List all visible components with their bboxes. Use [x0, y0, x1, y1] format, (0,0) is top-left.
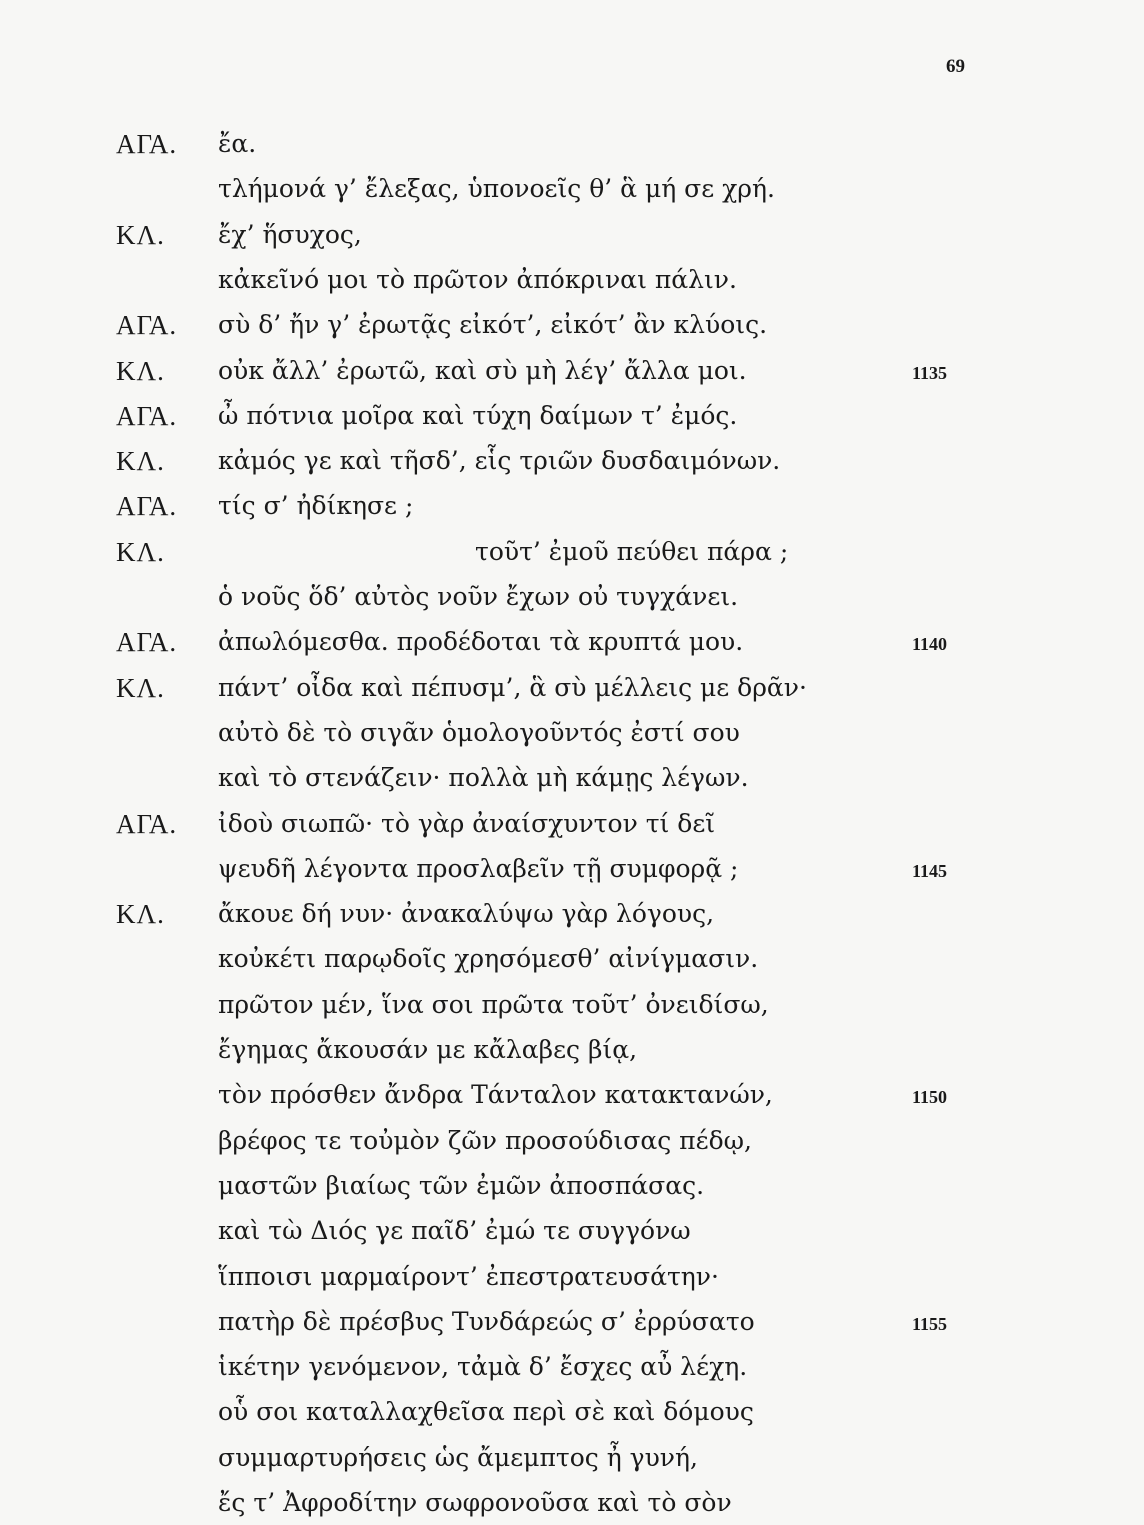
verse-line — [0, 1119, 1144, 1163]
speaker-label: ΑΓΑ. — [116, 491, 178, 522]
speaker-label: ΑΓΑ. — [116, 808, 178, 839]
speaker-label: ΚΛ. — [116, 446, 165, 477]
verse-line — [0, 711, 1144, 755]
verse-text: βρέφος τε τοὐμὸν ζῶν προσούδισας πέδῳ, — [218, 1125, 752, 1155]
verse-line — [0, 1436, 1144, 1480]
speaker-label: ΚΛ. — [116, 672, 165, 703]
verse-line — [0, 1028, 1144, 1072]
verse-line — [0, 258, 1144, 302]
verse-line — [0, 802, 1144, 846]
verse-text: ἔς τ’ Ἀφροδίτην σωφρονοῦσα καὶ τὸ σὸν — [218, 1488, 732, 1517]
verse-line — [0, 1390, 1144, 1434]
speaker-label: ΚΛ. — [116, 355, 165, 386]
speaker-label: ΑΓΑ. — [116, 129, 178, 159]
verse-line — [0, 439, 1144, 483]
speaker-label: ΑΓΑ. — [116, 400, 178, 431]
verse-text: κοὐκέτι παρῳδοῖς χρησόμεσθ’ αἰνίγμασιν. — [218, 944, 759, 974]
verse-text: ψευδῆ λέγοντα προσλαβεῖν τῇ συμφορᾷ ; — [218, 853, 739, 883]
verse-text: οὗ σοι καταλλαχθεῖσα περὶ σὲ καὶ δόμους — [218, 1397, 754, 1427]
verse-line — [0, 213, 1144, 257]
verse-text: ἔγημας ἄκουσάν με κἄλαβες βίᾳ, — [218, 1035, 638, 1064]
verse-text: ἀπωλόμεσθα. προδέδοται τὰ κρυπτά μου. — [218, 627, 744, 657]
verse-text: ἔχ’ ἥσυχος, — [218, 219, 362, 249]
verse-text: πρῶτον μέν, ἵνα σοι πρῶτα τοῦτ’ ὀνειδίσω, — [218, 989, 769, 1019]
verse-line — [0, 167, 1144, 211]
speaker-label: ΚΛ. — [116, 219, 165, 250]
verse-line — [0, 983, 1144, 1027]
verse-line — [0, 756, 1144, 800]
verse-text: τίς σ’ ἠδίκησε ; — [218, 491, 414, 521]
line-number: 1145 — [912, 860, 948, 881]
verse-text: ἱκέτην γενόμενον, τἀμὰ δ’ ἔσχες αὖ λέχη. — [218, 1352, 748, 1382]
verse-line — [0, 620, 1144, 664]
verse-text: τοῦτ’ ἐμοῦ πεύθει πάρα ; — [475, 536, 789, 566]
verse-text: ἰδοὺ σιωπῶ· τὸ γὰρ ἀναίσχυντον τί δεῖ — [218, 808, 716, 838]
verse-line — [0, 484, 1144, 528]
verse-line — [0, 122, 1144, 166]
verse-text: τλήμονά γ’ ἔλεξας, ὑπονοεῖς θ’ ἃ μή σε χρή. — [218, 174, 775, 204]
verse-text: κἀκεῖνό μοι τὸ πρῶτον ἀπόκριναι πάλιν. — [218, 264, 737, 294]
verse-line — [0, 847, 1144, 891]
verse-text: σὺ δ’ ἤν γ’ ἐρωτᾷς εἰκότ’, εἰκότ’ ἂν κλύοις. — [218, 310, 768, 340]
verse-text: συμμαρτυρήσεις ὡς ἄμεμπτος ἦ γυνή, — [218, 1442, 698, 1472]
verse-line — [0, 1255, 1144, 1299]
verse-line — [0, 575, 1144, 619]
line-number: 1140 — [912, 634, 948, 655]
verse-text: ἵπποισι μαρμαίροντ’ ἐπεστρατευσάτην· — [218, 1261, 719, 1291]
verse-text: καὶ τὸ στενάζειν· πολλὰ μὴ κάμῃς λέγων. — [218, 763, 749, 793]
verse-text: οὐκ ἄλλ’ ἐρωτῶ, καὶ σὺ μὴ λέγ’ ἄλλα μοι. — [218, 355, 747, 385]
verse-line — [0, 349, 1144, 393]
verse-line — [0, 1481, 1144, 1525]
verse-text: τὸν πρόσθεν ἄνδρα Τάνταλον κατακτανών, — [218, 1080, 773, 1110]
page-number: 69 — [946, 56, 965, 77]
verse-text: πατὴρ δὲ πρέσβυς Τυνδάρεώς σ’ ἐρρύσατο — [218, 1306, 755, 1336]
verse-text: κἀμός γε καὶ τῆσδ’, εἷς τριῶν δυσδαιμόνων. — [218, 446, 781, 476]
speaker-label: ΚΛ. — [116, 899, 165, 930]
verse-text: πάντ’ οἶδα καὶ πέπυσμ’, ἃ σὺ μέλλεις με δρᾶν· — [218, 672, 807, 702]
verse-text: μαστῶν βιαίως τῶν ἐμῶν ἀποσπάσας. — [218, 1170, 705, 1200]
line-number: 1135 — [912, 362, 948, 383]
verse-text: καὶ τὼ Διός γε παῖδ’ ἐμώ τε συγγόνω — [218, 1216, 691, 1246]
verse-line — [0, 666, 1144, 710]
verse-line — [0, 530, 1144, 574]
verse-line — [0, 937, 1144, 981]
verse-line — [0, 1073, 1144, 1117]
verse-text: ἔα. — [218, 129, 257, 158]
verse-line — [0, 394, 1144, 438]
verse-line — [0, 1164, 1144, 1208]
verse-text: ἄκουε δή νυν· ἀνακαλύψω γὰρ λόγους, — [218, 899, 715, 929]
verse-line — [0, 1300, 1144, 1344]
verse-line — [0, 303, 1144, 347]
speaker-label: ΑΓΑ. — [116, 310, 178, 341]
verse-line — [0, 892, 1144, 936]
verse-text: αὐτὸ δὲ τὸ σιγᾶν ὁμολογοῦντός ἐστί σου — [218, 717, 740, 747]
speaker-label: ΑΓΑ. — [116, 627, 178, 658]
line-number: 1155 — [912, 1313, 948, 1334]
verse-line — [0, 1209, 1144, 1253]
speaker-label: ΚΛ. — [116, 536, 165, 567]
line-number: 1150 — [912, 1087, 948, 1108]
verse-text: ὁ νοῦς ὅδ’ αὐτὸς νοῦν ἔχων οὐ τυγχάνει. — [218, 582, 739, 611]
verse-text: ὦ πότνια μοῖρα καὶ τύχη δαίμων τ’ ἐμός. — [218, 400, 738, 430]
verse-line — [0, 1345, 1144, 1389]
